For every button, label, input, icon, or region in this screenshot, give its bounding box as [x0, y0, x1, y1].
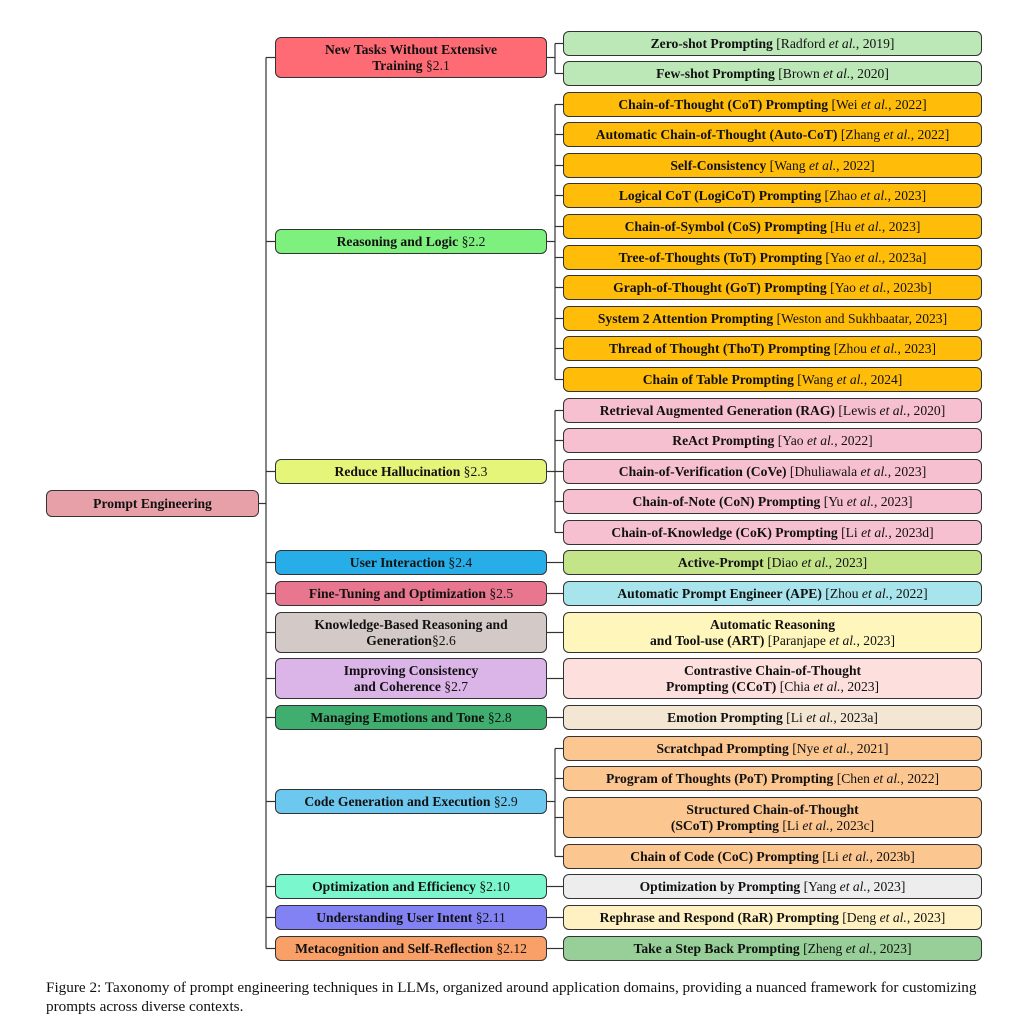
- section-ref: §2.8: [484, 709, 512, 725]
- citation-etal: et al.: [859, 279, 887, 295]
- category-node-c5: [275, 581, 547, 606]
- citation: [Zhou et al., 2022]: [825, 585, 928, 601]
- category-label: Training: [372, 57, 423, 73]
- technique-name: Automatic Prompt Engineer (APE): [617, 585, 822, 601]
- technique-node: [563, 936, 982, 961]
- category-node-c8: [275, 705, 547, 730]
- technique-node: [563, 736, 982, 761]
- technique-node: [563, 459, 982, 484]
- citation-year: 2023]: [888, 218, 921, 234]
- citation-etal: et al.: [829, 632, 857, 648]
- technique-node: [563, 489, 982, 514]
- technique-name: Take a Step Back Prompting: [633, 940, 800, 956]
- citation-author: Wang: [774, 157, 806, 173]
- citation-author: Dhuliawala: [794, 463, 858, 479]
- citation-author: Zhao: [829, 187, 858, 203]
- citation-year: 2022]: [895, 585, 928, 601]
- technique-name: Thread of Thought (ThoT) Prompting: [608, 340, 831, 356]
- technique-name: Program of Thoughts (PoT) Prompting: [605, 770, 834, 786]
- category-label: Code Generation and Execution: [304, 793, 491, 809]
- citation-etal: et al.: [861, 524, 889, 540]
- citation: [Chia et al., 2023]: [779, 678, 880, 694]
- citation-etal: et al.: [801, 554, 829, 570]
- citation: [Radford et al., 2019]: [776, 35, 895, 51]
- category-label: User Interaction: [349, 554, 446, 570]
- technique-node: [563, 844, 982, 869]
- section-ref: §2.10: [475, 878, 510, 894]
- citation-etal: et al.: [879, 909, 907, 925]
- technique-node: [563, 658, 982, 699]
- citation-etal: et al.: [807, 432, 835, 448]
- technique-name: Structured Chain-of-Thought: [686, 801, 859, 817]
- citation-etal: et al.: [822, 740, 850, 756]
- citation-etal: et al.: [846, 493, 874, 509]
- citation-year: 2020]: [913, 402, 946, 418]
- citation: [Yu et al., 2023]: [823, 493, 913, 509]
- category-node-c4: [275, 550, 547, 575]
- citation: [Li et al., 2023b]: [822, 848, 915, 864]
- citation: [Li et al., 2023c]: [782, 817, 875, 833]
- citation-author: Li: [786, 817, 800, 833]
- section-ref: §2.2: [458, 233, 486, 249]
- citation-etal: et al.: [845, 940, 873, 956]
- citation-etal: et al.: [808, 157, 837, 173]
- technique-node: [563, 797, 982, 838]
- technique-node: [563, 31, 982, 56]
- citation: [Zheng et al., 2023]: [803, 940, 912, 956]
- category-label: and Coherence: [353, 678, 441, 694]
- technique-node: [563, 336, 982, 361]
- citation: [Diao et al., 2023]: [767, 554, 868, 570]
- technique-node: [563, 766, 982, 791]
- citation-year: 2021]: [856, 740, 889, 756]
- citation-author: Zhang: [845, 126, 881, 142]
- technique-node: [563, 905, 982, 930]
- technique-node: [563, 92, 982, 117]
- citation-year: 2022]: [840, 432, 873, 448]
- technique-name: (SCoT) Prompting: [670, 817, 779, 833]
- category-node-c6: [275, 612, 547, 653]
- technique-name: Active-Prompt: [677, 554, 764, 570]
- category-label: New Tasks Without Extensive: [324, 41, 498, 57]
- category-node-c11: [275, 905, 547, 930]
- category-label: Understanding User Intent: [316, 909, 473, 925]
- citation-year: 2022]: [907, 770, 940, 786]
- technique-node: [563, 214, 982, 239]
- technique-name: Graph-of-Thought (GoT) Prompting: [613, 279, 827, 295]
- technique-node: [563, 581, 982, 606]
- citation-author: Chia: [784, 678, 810, 694]
- citation-year: 2023]: [835, 554, 868, 570]
- category-node-c10: [275, 874, 547, 899]
- citation-etal: et al.: [861, 585, 890, 601]
- citation-etal: et al.: [839, 878, 867, 894]
- citation-etal: et al.: [854, 218, 882, 234]
- citation-author: Yao: [834, 279, 856, 295]
- citation-year: 2022]: [842, 157, 875, 173]
- citation: [Weston and Sukhbaatar, 2023]: [776, 310, 948, 326]
- root-label: Prompt Engineering: [93, 495, 212, 511]
- technique-node: [563, 550, 982, 575]
- technique-name: Scratchpad Prompting: [656, 740, 789, 756]
- root-node: [46, 490, 259, 517]
- citation-etal: et al.: [860, 187, 888, 203]
- technique-name: Chain-of-Symbol (CoS) Prompting: [624, 218, 827, 234]
- citation-author: Li: [826, 848, 839, 864]
- technique-name: Self-Consistency: [670, 157, 767, 173]
- citation-etal: et al.: [842, 848, 870, 864]
- category-label: Optimization and Efficiency: [312, 878, 476, 894]
- citation-author: Brown: [782, 65, 820, 81]
- technique-node: [563, 122, 982, 147]
- technique-name: Logical CoT (LogiCoT) Prompting: [618, 187, 822, 203]
- citation: [Paranjape et al., 2023]: [767, 632, 895, 648]
- technique-node: [563, 398, 982, 423]
- citation-year: 2023]: [880, 493, 913, 509]
- technique-name: System 2 Attention Prompting: [597, 310, 774, 326]
- technique-node: [563, 612, 982, 653]
- section-ref: §2.12: [492, 940, 527, 956]
- citation-author: Radford: [780, 35, 826, 51]
- citation-etal: et al.: [836, 371, 864, 387]
- citation-author: Wei: [836, 96, 858, 112]
- category-node-c7: [275, 658, 547, 699]
- citation: [Li et al., 2023a]: [786, 709, 878, 725]
- citation-year: 2023]: [904, 340, 937, 356]
- technique-node: [563, 705, 982, 730]
- citation: [Nye et al., 2021]: [792, 740, 889, 756]
- citation: [Wang et al., 2022]: [769, 157, 875, 173]
- citation: [Zhou et al., 2023]: [833, 340, 937, 356]
- citation-author: Yao: [782, 432, 804, 448]
- citation-author: Chen: [841, 770, 870, 786]
- technique-node: [563, 306, 982, 331]
- technique-name: Chain-of-Verification (CoVe): [618, 463, 787, 479]
- technique-node: [563, 275, 982, 300]
- category-node-c9: [275, 789, 547, 814]
- category-label: Generation: [366, 632, 432, 648]
- citation-year: 2023d]: [895, 524, 934, 540]
- citation: [Yao et al., 2023b]: [830, 279, 932, 295]
- technique-node: [563, 428, 982, 453]
- citation-year: 2024]: [870, 371, 903, 387]
- technique-name: Automatic Reasoning: [710, 616, 835, 632]
- citation-author: Yu: [828, 493, 844, 509]
- technique-name: Optimization by Prompting: [639, 878, 801, 894]
- citation: [Dhuliawala et al., 2023]: [789, 463, 927, 479]
- citation-author: Li: [790, 709, 803, 725]
- citation-etal: et al.: [883, 126, 911, 142]
- citation-year: 2023]: [879, 940, 912, 956]
- citation-author: Zhou: [829, 585, 859, 601]
- citation-author: Hu: [834, 218, 852, 234]
- citation-author: Nye: [796, 740, 820, 756]
- citation-year: 2023c]: [836, 817, 875, 833]
- section-ref: §2.5: [485, 585, 514, 601]
- category-node-c3: [275, 459, 547, 484]
- category-label: Metacognition and Self-Reflection: [295, 940, 493, 956]
- category-node-c2: [275, 229, 547, 254]
- citation: [Yao et al., 2022]: [777, 432, 873, 448]
- citation-year: 2023]: [894, 463, 927, 479]
- technique-name: Chain of Table Prompting: [642, 371, 794, 387]
- citation-author: Wang: [801, 371, 834, 387]
- category-label: Knowledge-Based Reasoning and: [314, 616, 508, 632]
- citation-author: Yang: [808, 878, 837, 894]
- citation-author: Lewis: [842, 402, 877, 418]
- citation: [Wang et al., 2024]: [797, 371, 903, 387]
- citation-author: Yao: [829, 249, 852, 265]
- citation-etal: et al.: [873, 770, 901, 786]
- technique-name: and Tool-use (ART): [650, 632, 765, 648]
- technique-node: [563, 520, 982, 545]
- technique-node: [563, 367, 982, 392]
- citation-etal: et al.: [823, 65, 851, 81]
- technique-name: Chain-of-Note (CoN) Prompting: [632, 493, 821, 509]
- technique-node: [563, 245, 982, 270]
- citation: [Zhao et al., 2023]: [824, 187, 927, 203]
- technique-name: Tree-of-Thoughts (ToT) Prompting: [618, 249, 823, 265]
- citation: [Lewis et al., 2020]: [838, 402, 946, 418]
- technique-name: Retrieval Augmented Generation (RAG): [599, 402, 835, 418]
- technique-name: Automatic Chain-of-Thought (Auto-CoT): [595, 126, 838, 142]
- category-label: Managing Emotions and Tone: [310, 709, 485, 725]
- citation: [Brown et al., 2020]: [778, 65, 889, 81]
- section-ref: §2.11: [472, 909, 506, 925]
- section-ref: §2.6: [431, 632, 456, 648]
- technique-name: Chain-of-Thought (CoT) Prompting: [618, 96, 829, 112]
- citation: [Zhang et al., 2022]: [840, 126, 950, 142]
- citation-year: 2020]: [857, 65, 889, 81]
- section-ref: §2.3: [460, 463, 488, 479]
- citation-etal: et al.: [879, 402, 907, 418]
- citation-year: 2023]: [863, 632, 895, 648]
- citation-year: 2022]: [917, 126, 950, 142]
- technique-name: Zero-shot Prompting: [650, 35, 773, 51]
- citation-author: Paranjape: [772, 632, 826, 648]
- citation-year: 2019]: [862, 35, 895, 51]
- citation-year: 2023]: [873, 878, 906, 894]
- citation-etal: et al.: [828, 35, 856, 51]
- section-ref: §2.1: [422, 57, 450, 73]
- section-ref: §2.7: [440, 678, 469, 694]
- citation-author: Li: [845, 524, 858, 540]
- technique-name: Chain of Code (CoC) Prompting: [630, 848, 819, 864]
- citation-etal: et al.: [802, 817, 830, 833]
- citation-year: 2023]: [894, 187, 927, 203]
- figure-caption: Figure 2: Taxonomy of prompt engineering techniques in LLMs, organized around application domains, providing a nuanced framework for customizing prompts across diverse contexts.: [46, 979, 977, 1015]
- citation-year: 2023]: [913, 909, 946, 925]
- technique-node: [563, 153, 982, 178]
- technique-name: Chain-of-Knowledge (CoK) Prompting: [611, 524, 838, 540]
- category-label: Reasoning and Logic: [336, 233, 459, 249]
- citation: [Li et al., 2023d]: [841, 524, 934, 540]
- citation: [Hu et al., 2023]: [830, 218, 921, 234]
- citation: [Yao et al., 2023a]: [825, 249, 927, 265]
- citation-etal: et al.: [860, 463, 888, 479]
- citation-year: 2023a]: [840, 709, 878, 725]
- category-label: Reduce Hallucination: [334, 463, 461, 479]
- technique-name: Rephrase and Respond (RaR) Prompting: [599, 909, 839, 925]
- citation-author: Zheng: [807, 940, 843, 956]
- citation-year: 2023a]: [888, 249, 927, 265]
- citation-etal: et al.: [854, 249, 882, 265]
- technique-name: Few-shot Prompting: [656, 65, 775, 81]
- citation-year: 2023b]: [893, 279, 932, 295]
- citation-author: Zhou: [838, 340, 867, 356]
- citation-year: 2022]: [894, 96, 927, 112]
- citation-etal: et al.: [870, 340, 898, 356]
- citation-year: 2023b]: [876, 848, 915, 864]
- technique-node: [563, 61, 982, 86]
- technique-node: [563, 874, 982, 899]
- citation: [Wei et al., 2022]: [831, 96, 927, 112]
- technique-node: [563, 183, 982, 208]
- citation-author: Deng: [846, 909, 877, 925]
- section-ref: §2.9: [490, 793, 518, 809]
- citation: [Deng et al., 2023]: [842, 909, 946, 925]
- citation-author: Diao: [771, 554, 799, 570]
- citation-year: 2023]: [847, 678, 880, 694]
- citation-etal: et al.: [806, 709, 834, 725]
- category-label: Improving Consistency: [343, 662, 479, 678]
- section-ref: §2.4: [445, 554, 473, 570]
- citation-etal: et al.: [813, 678, 841, 694]
- technique-name: ReAct Prompting: [672, 432, 775, 448]
- technique-name: Emotion Prompting: [667, 709, 783, 725]
- citation-etal: et al.: [860, 96, 889, 112]
- category-node-c12: [275, 936, 547, 961]
- category-label: Fine-Tuning and Optimization: [308, 585, 486, 601]
- technique-name: Contrastive Chain-of-Thought: [683, 662, 862, 678]
- category-node-c1: [275, 37, 547, 78]
- technique-name: Prompting (CCoT): [665, 678, 777, 694]
- citation: [Yang et al., 2023]: [803, 878, 906, 894]
- citation: [Chen et al., 2022]: [836, 770, 940, 786]
